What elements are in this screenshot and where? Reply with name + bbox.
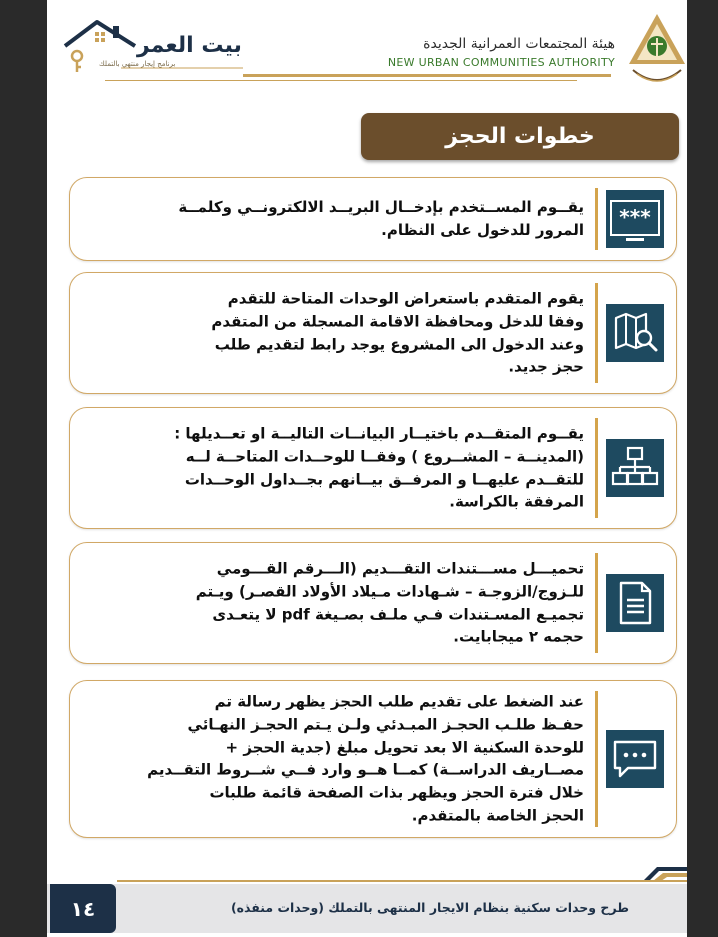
- step-text: [80, 691, 584, 828]
- step-line: للـزوج/الزوجـة – شـهادات مـيلاد الأولاد القصـر) ويـتم: [195, 582, 584, 601]
- step-line: وعند الدخول الى المشروع يوجد رابط لتقديم طلب: [214, 335, 584, 353]
- card-separator: [595, 418, 598, 518]
- step-line: حجمه ٢ ميجابايت.: [453, 627, 584, 646]
- step-line: الحجز الخاصة بالمتقدم.: [411, 806, 584, 825]
- footer-text: طرح وحدات سكنية بنظام الايجار المنتهى بالتملك (وحدات منفذه): [230, 900, 629, 915]
- card-separator: [595, 691, 598, 827]
- step-line: يقــوم المســتخدم بإدخــال البريــد الالكترونــي وكلمــة: [178, 198, 584, 217]
- document-icon: [606, 574, 664, 632]
- section-title: خطوات الحجز: [445, 124, 595, 149]
- step-text: [80, 557, 584, 648]
- step-line: المرفقة بالكراسة.: [449, 492, 584, 511]
- brand-name: بيت العمر: [137, 33, 242, 58]
- step-line: تجميـع المسـتندات فـي ملـف بصـيغة pdf لا يتعـدى: [212, 605, 584, 623]
- password-icon: [606, 190, 664, 248]
- step-line: عند الضغط على تقديم طلب الحجز يظهر رسالة تم: [214, 692, 584, 711]
- step-line: خلال فترة الحجز ويظهر بذات الصفحة قائمة طلبات: [209, 783, 584, 802]
- page-number: ١٤: [50, 884, 116, 933]
- step-line: للوحدة السكنية الا بعد تحويل مبلغ (جدية الحجز +: [225, 738, 584, 757]
- step-line: المرور للدخول على النظام.: [381, 221, 584, 239]
- authority-name-arabic: هيئة المجتمعات العمرانية الجديدة: [423, 36, 615, 52]
- card-separator: [595, 283, 598, 383]
- step-line: حجز جديد.: [508, 357, 584, 376]
- step-card-login: [69, 177, 677, 261]
- svg-text:***: ***: [619, 205, 651, 229]
- section-title-banner: [361, 113, 679, 160]
- step-text: [80, 196, 584, 242]
- step-line: يقــوم المتقــدم باختيــار البيانــات التاليــة او تعــديلها :: [174, 424, 584, 443]
- step-card-submit-request: [69, 680, 677, 838]
- step-line: يقوم المتقدم باستعراض الوحدات المتاحة للتقدم: [227, 289, 584, 308]
- chat-icon: [606, 730, 664, 788]
- step-card-browse-units: [69, 272, 677, 394]
- step-line: للتقــدم عليهــا و المرفــق بيــانهم بجــداول الوحــدات: [184, 470, 584, 488]
- brochure-page: [47, 0, 687, 937]
- nuca-logo: [627, 12, 687, 90]
- step-card-select-data: [69, 407, 677, 529]
- card-separator: [595, 188, 598, 250]
- step-text: [80, 422, 584, 513]
- brand-tagline: برنامج إيجار منتهي بالتملك: [99, 60, 176, 68]
- step-line: وفقا للدخل ومحافظة الاقامة المسجلة من المتقدم: [211, 312, 584, 331]
- authority-name-english: NEW URBAN COMMUNITIES AUTHORITY: [387, 56, 615, 69]
- step-line: تحميـــل مســـتندات التقـــديم (الـــرقم القـــومي: [216, 559, 584, 578]
- map-search-icon: [606, 304, 664, 362]
- step-line: (المدينــة – المشــروع ) وفقــا للوحــدات المتاحــة لــه: [185, 447, 584, 466]
- step-line: مصــاريف الدراســة) كمــا هــو وارد فــي شــروط التقــديم: [147, 761, 584, 779]
- step-card-upload-documents: [69, 542, 677, 664]
- footer-divider: [117, 880, 687, 882]
- step-line: حفـظ طلـب الحجـز المبـدئي ولـن يـتم الحجـز النهـائي: [187, 715, 584, 734]
- card-separator: [595, 553, 598, 653]
- header-divider-thin: [105, 80, 577, 81]
- hierarchy-icon: [606, 439, 664, 497]
- footer-decoration: [629, 866, 687, 880]
- header-divider: [243, 74, 611, 77]
- step-text: [80, 287, 584, 378]
